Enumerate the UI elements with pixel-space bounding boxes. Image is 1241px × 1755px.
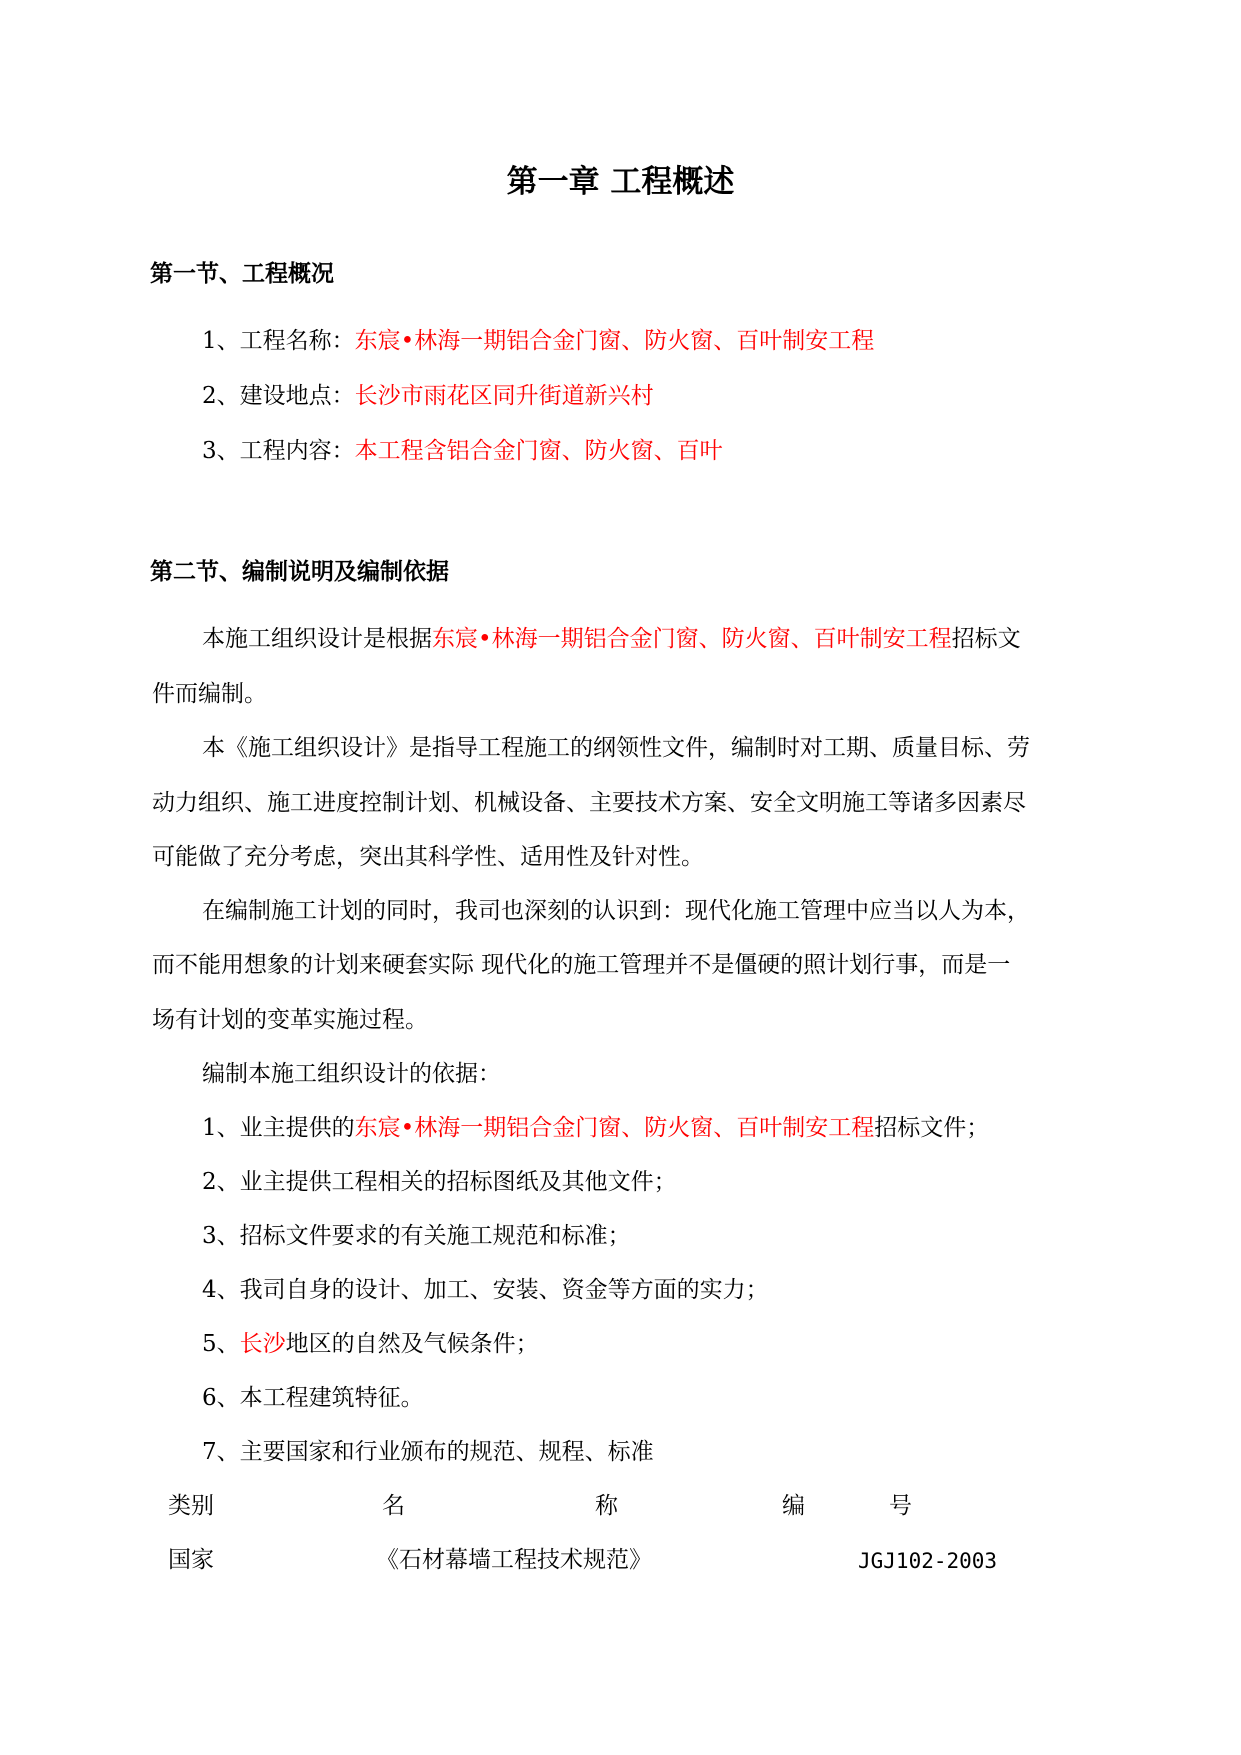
chapter-title: 第一章 工程概述 — [506, 164, 735, 200]
table-header-code-1: 编 — [782, 1493, 805, 1519]
paragraph-3-line-1: 在编制施工计划的同时，我司也深刻的认识到：现代化施工管理中应当以人为本， — [202, 898, 1030, 924]
table-header-name-2: 称 — [595, 1493, 618, 1519]
p1-project-name: 东宸•林海一期铝合金门窗、防火窗、百叶制安工程 — [432, 626, 952, 652]
basis-1-project-name: 东宸•林海一期铝合金门窗、防火窗、百叶制安工程 — [354, 1115, 875, 1141]
basis-item-7: 7、主要国家和行业颁布的规范、规程、标准 — [202, 1439, 654, 1465]
basis-5-city: 长沙 — [239, 1331, 286, 1357]
table-header-name-1: 名 — [382, 1493, 405, 1519]
project-location-value: 长沙市雨花区同升街道新兴村 — [354, 383, 654, 409]
basis-1-post: 招标文件； — [874, 1115, 990, 1141]
project-location-label: 2、建设地点： — [202, 383, 355, 409]
basis-5-pre: 5、 — [202, 1331, 240, 1357]
paragraph-1-line-2: 件而编制。 — [152, 681, 267, 707]
basis-item-6: 6、本工程建筑特征。 — [202, 1385, 424, 1411]
section-heading-overview: 第一节、工程概况 — [150, 261, 334, 287]
project-name-value: 东宸•林海一期铝合金门窗、防火窗、百叶制安工程 — [354, 328, 875, 354]
paragraph-1-line-1 — [202, 622, 1021, 656]
paragraph-2-line-1: 本《施工组织设计》是指导工程施工的纲领性文件，编制时对工期、质量目标、劳 — [202, 735, 1030, 761]
project-content-value: 本工程含铝合金门窗、防火窗、百叶 — [354, 438, 723, 464]
basis-item-3: 3、招标文件要求的有关施工规范和标准； — [202, 1223, 631, 1249]
basis-5-post: 地区的自然及气候条件； — [285, 1331, 539, 1357]
table-row-category: 国家 — [168, 1547, 214, 1573]
paragraph-2-line-2: 动力组织、施工进度控制计划、机械设备、主要技术方案、安全文明施工等诸多因素尽 — [152, 790, 1026, 816]
table-header-category: 类别 — [168, 1493, 214, 1519]
basis-item-2: 2、业主提供工程相关的招标图纸及其他文件； — [202, 1169, 677, 1195]
project-name-label: 1、工程名称： — [202, 328, 355, 354]
paragraph-3-line-3: 场有计划的变革实施过程。 — [152, 1007, 428, 1033]
basis-item-1 — [202, 1111, 989, 1145]
p1-post: 招标文 — [951, 626, 1021, 652]
paragraph-3-line-2: 而不能用想象的计划来硬套实际 现代化的施工管理并不是僵硬的照计划行事，而是一 — [152, 952, 1011, 978]
basis-item-5 — [202, 1327, 539, 1361]
basis-1-pre: 1、业主提供的 — [202, 1115, 355, 1141]
project-location-line — [202, 379, 654, 413]
table-row-code: JGJ102-2003 — [858, 1549, 998, 1573]
basis-item-4: 4、我司自身的设计、加工、安装、资金等方面的实力； — [202, 1277, 769, 1303]
basis-intro: 编制本施工组织设计的依据： — [202, 1061, 501, 1087]
paragraph-2-line-3: 可能做了充分考虑，突出其科学性、适用性及针对性。 — [152, 844, 704, 870]
table-header-code-2: 号 — [889, 1493, 912, 1519]
p1-pre: 本施工组织设计是根据 — [202, 626, 432, 652]
project-name-line — [202, 324, 874, 358]
section-heading-basis: 第二节、编制说明及编制依据 — [150, 559, 449, 585]
project-content-line — [202, 434, 723, 468]
table-row-name: 《石材幕墙工程技术规范》 — [376, 1547, 652, 1573]
project-content-label: 3、工程内容： — [202, 438, 355, 464]
